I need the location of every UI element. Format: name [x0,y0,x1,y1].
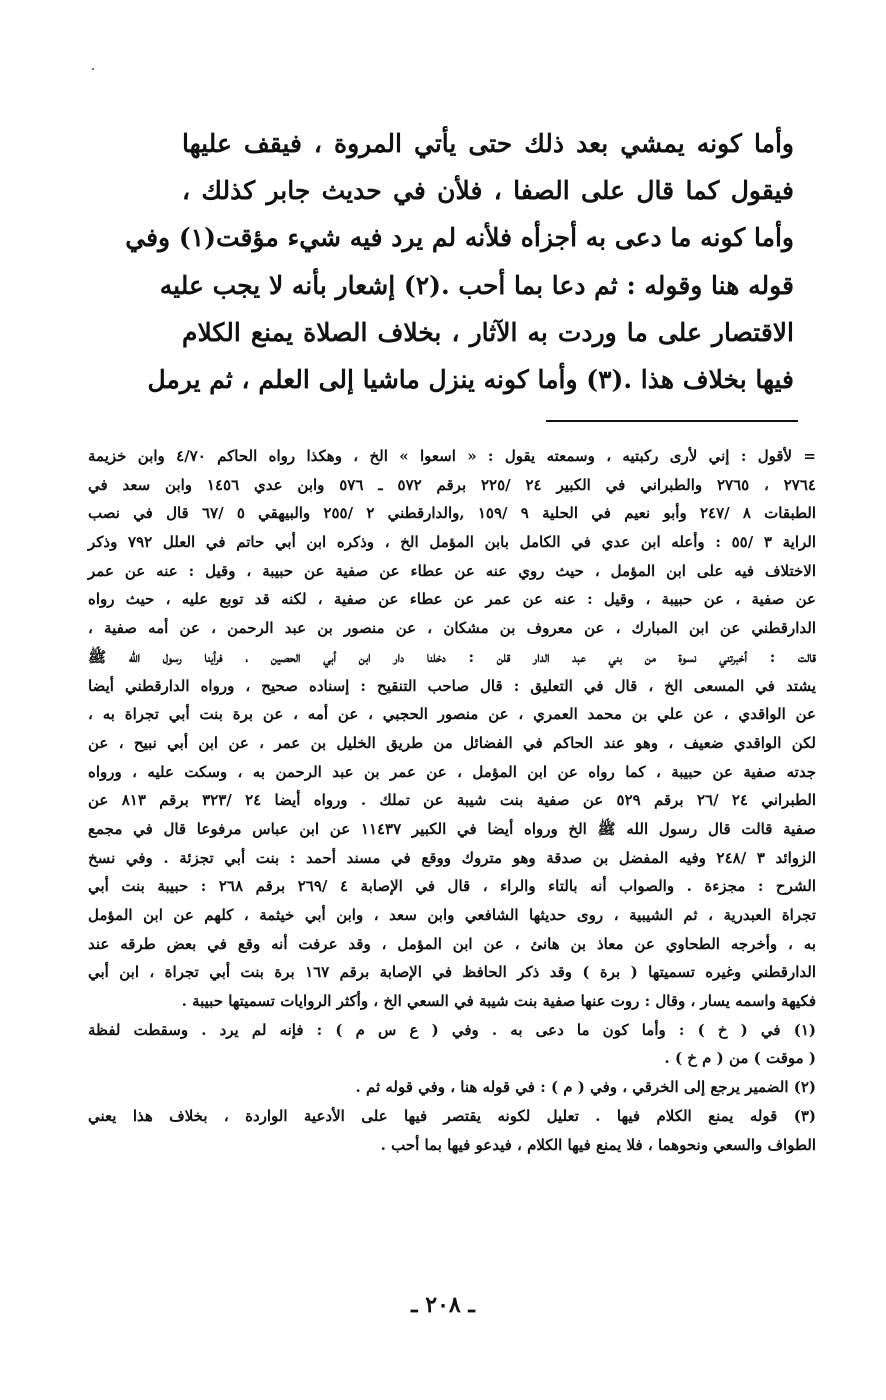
footnote-line: الراية ٣ /٥٥ : وأعله ابن عدي في الكامل بابن المؤمل الخ ، وذكره ابن أبي حاتم في العلل ٧٩٢ وذكر [88,533,816,552]
footnote-3-continued: الطواف والسعي ونحوهما ، فلا يمنع فيها الكلام ، فيدعو فيها بما أحب . [380,1135,816,1154]
footnote-line: ٢٧٦٤ ، ٢٧٦٥ والطبراني في الكبير ٢٤ /٢٢٥ برقم ٥٧٢ ـ ٥٧٦ وابن عدي ١٤٥٦ وابن سعد في [88,475,816,494]
footnote-line: الزوائد ٣ /٢٤٨ وفيه المفضل بن صدقة وهو متروك ووقع في مسند أحمد : بنت أبي تجزئة . وفي نسخ [88,848,817,867]
footnote-line: به ، وأخرجه الطحاوي عن معاذ بن هانئ ، عن ابن المؤمل ، وقد عرفت أنه وقع في بعض طرقه عند [88,934,816,953]
footnote-line: الدارقطني وغيره تسميتها ( برة ) وقد ذكر الحافظ في الإصابة برقم ١٦٧ برة بنت أبي تجراة ، ابن أبي [88,963,816,982]
footnote-line: تجراة العبدرية ، ثم الشيبية ، روى حديثها الشافعي وابن سعد ، وابن أبي خيثمة ، كلهم عن ابن المؤمل [88,906,816,924]
footnote-line: = لأقول : إني لأرى ركبتيه ، وسمعته يقول : « اسعوا » الخ ، وهكذا رواه الحاكم ٤/٧٠ وابن خزيمة [88,447,816,465]
footnote-line: عن الواقدي ، عن علي بن محمد العمري ، عن منصور الحجبي ، عن أمه ، عن برة بنت أبي تجراة به ، [88,705,816,724]
main-text-line: فيقول كما قال على الصفا ، فلأن في حديث جابر كذلك ، [182,176,794,206]
page-speck [92,68,94,70]
footnote-2: (٢) الضمير يرجع إلى الخرقي ، وفي ( م ) : في قوله هنا ، وفي قوله ثم . [355,1078,816,1097]
main-text-block [125,120,795,403]
footnotes-block [88,442,816,1159]
footnote-line: الطبراني ٢٤ /٢٦ برقم ٥٢٩ عن صفية بنت شيبة عن تملك . ورواه أيضا ٢٤ /٣٢٣ برقم ٨١٣ عن [88,791,817,810]
footnote-line: قالت : أخبرتني نسوة من بني عبد الدار قلن : دخلنا دار ابن أبي الحصين ، فرأينا رسول الله ﷺ [88,647,816,666]
main-text-line: قوله هنا وقوله : ثم دعا بما أحب .(٢) إشعار بأنه لا يجب عليه [159,270,794,300]
main-text-line: وأما كونه ما دعى به أجزأه فلأنه لم يرد فيه شيء مؤقت(١) وفي [125,223,794,253]
footnote-3: (٣) قوله يمنع الكلام فيها . تعليل لكونه يقتصر فيها على الأدعية الواردة ، بخلاف هذا يعني [88,1106,816,1125]
footnote-line: لكن الواقدي ضعيف ، وهو عند الحاكم في الفضائل من طريق الخليل بن عمر ، عن ابن أبي نبيح ، عن [88,733,816,752]
footnote-line: الشرح : مجزءة . والصواب أنه بالتاء والراء ، قال في الإصابة ٤ /٢٦٩ برقم ٢٦٨ : حبيبة بنت أبي [88,877,816,896]
page-number: ـ ٢٠٨ ـ [411,1292,475,1318]
main-text-line: وأما كونه يمشي بعد ذلك حتى يأتي المروة ، فيقف عليها [182,129,795,158]
footnote-1: (١) في ( خ ) : وأما كون ما دعى به . وفي ( ع س م ) : فإنه لم يرد . وسقطت لفظة [88,1020,816,1039]
footnote-separator [546,420,798,422]
main-text-line: فيها بخلاف هذا .(٣) وأما كونه ينزل ماشيا إلى العلم ، ثم يرمل [147,364,794,394]
footnote-line: صفية قالت قال رسول الله ﷺ الخ ورواه أيضا في الكبير ١١٤٣٧ عن ابن عباس مرفوعا قال في مجمع [88,819,816,838]
footnote-line: يشتد في المسعى الخ ، قال في التعليق : قال صاحب التنقيح : إسناده صحيح ، ورواه الدارقطني أيضا [88,676,816,695]
footnote-line: الدارقطني عن ابن المبارك ، عن معروف بن مشكان ، عن منصور بن عبد الرحمن ، عن أمه صفية ، [88,619,816,638]
main-text-line: الاقتصار على ما وردت به الآثار ، بخلاف الصلاة يمنع الكلام [182,317,794,347]
footnote-line: فكيهة واسمه يسار ، وقال : روت عنها صفية بنت شيبة في السعي الخ ، وأكثر الروايات تسميتها حبيبة . [181,992,816,1011]
footnote-line: الطبقات ٨ /٢٤٧ وأبو نعيم في الحلية ٩ /١٥٩ ,والدارقطني ٢ /٢٥٥ والبيهقي ٥ /٦٧ قال في نصب [88,504,817,523]
footnote-1-continued: ( موقت ) من ( م خ ) . [664,1049,816,1068]
footnote-line: الاختلاف فيه على ابن المؤمل ، حيث روي عنه عن عطاء عن صفية عن حبيبة ، وقيل : عنه عن عمر [88,561,816,580]
footnote-line: جدته صفية عن حبيبة ، كما رواه عن ابن المؤمل ، عن عمر بن عبد الرحمن به ، وسكت عليه ، ورواه [88,762,816,781]
footnote-line: عن صفية ، عن حبيبة ، وقيل : عنه عن عمر عن عطاء عن صفية ، لكنه قد توبع عليه ، حيث رواه [88,590,816,609]
